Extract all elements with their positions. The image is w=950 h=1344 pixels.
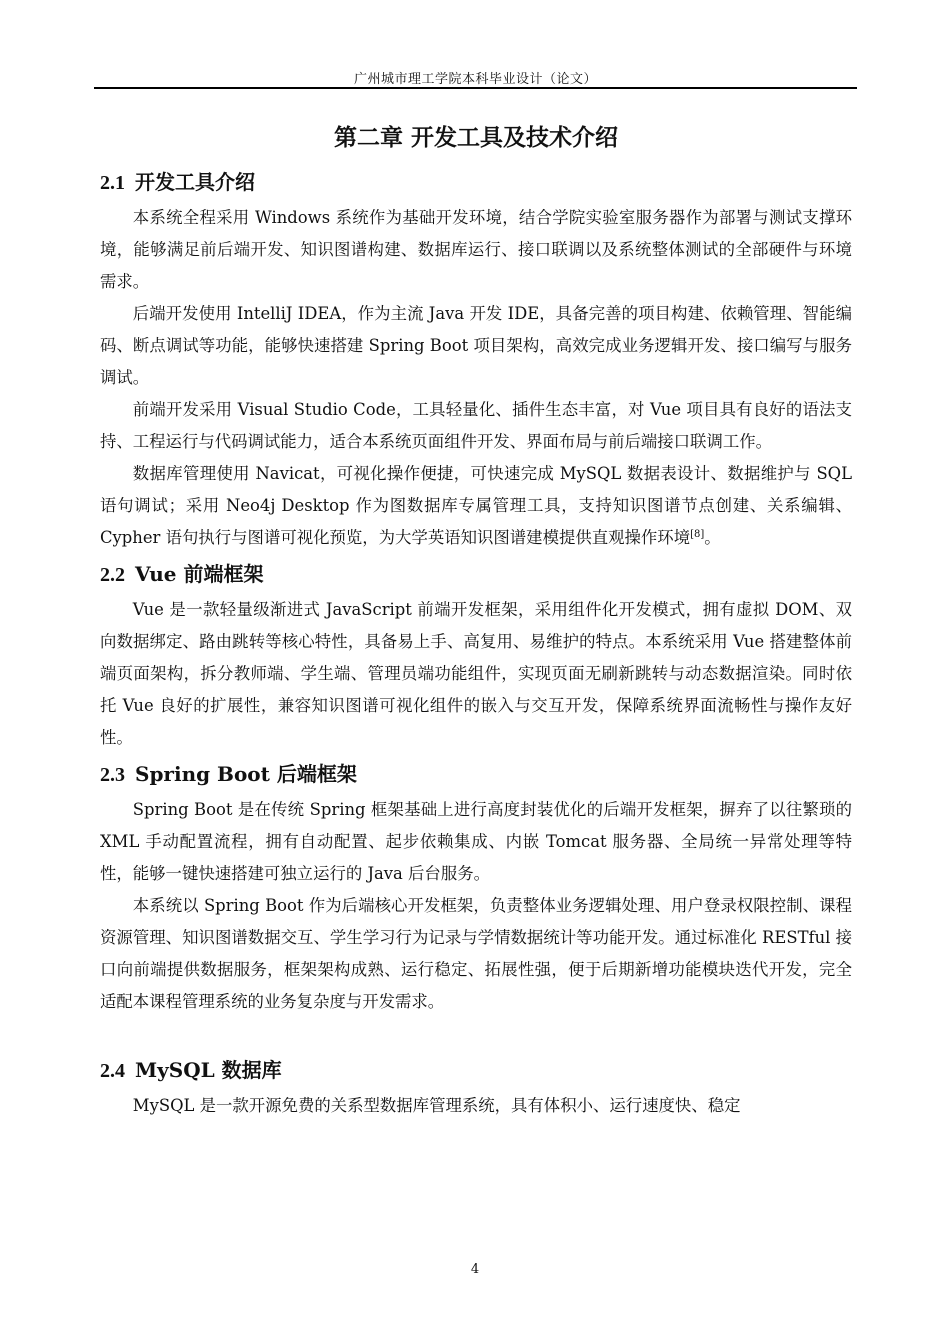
paragraph: 后端开发使用 IntelliJ IDEA，作为主流 Java 开发 IDE，具备完善的项目构建、依赖管理、智能编码、断点调试等功能，能够快速搭建 Spring Boot 项目架构，高效完成业务逻辑开发、接口编写与服务调试。 <box>100 304 852 387</box>
paragraph: MySQL 是一款开源免费的关系型数据库管理系统，具有体积小、运行速度快、稳定 <box>132 1096 741 1115</box>
paragraph: 本系统以 Spring Boot 作为后端核心开发框架，负责整体业务逻辑处理、用户登录权限控制、课程资源管理、知识图谱数据交互、学生学习行为记录与学情数据统计等功能开发。通过标准化 RESTful 接口向前端提供数据服务，框架架构成熟、运行稳定、拓展性强，便于后期新增功能模块迭代开发，完全适配本课程管理系统的业务复杂度与开发需求。 <box>100 896 852 1011</box>
paragraph: 本系统全程采用 Windows 系统作为基础开发环境，结合学院实验室服务器作为部署与测试支撑环境，能够满足前后端开发、知识图谱构建、数据库运行、接口联调以及系统整体测试的全部硬件与环境需求。 <box>100 208 852 291</box>
section-number: 2.4 <box>100 1060 125 1082</box>
blank-line <box>100 1018 852 1050</box>
section-title: Spring Boot 后端框架 <box>135 762 357 786</box>
section-number: 2.2 <box>100 564 125 586</box>
section-number: 2.1 <box>100 172 125 194</box>
header-rule <box>94 87 857 89</box>
section-heading <box>100 162 852 202</box>
section-title: Vue 前端框架 <box>135 562 264 586</box>
section-2-3 <box>100 754 852 1018</box>
page-header: 广州城市理工学院本科毕业设计（论文） <box>353 72 597 87</box>
page-number: 4 <box>470 1262 480 1277</box>
section-title: 开发工具介绍 <box>135 170 255 194</box>
section-2-2 <box>100 554 852 754</box>
paragraph: 前端开发采用 Visual Studio Code，工具轻量化、插件生态丰富，对 Vue 项目具有良好的语法支持、工程运行与代码调试能力，适合本系统页面组件开发、界面布局与前后端接口联调工作。 <box>100 400 852 451</box>
section-heading <box>100 554 852 594</box>
section-2-1 <box>100 162 852 554</box>
chapter-title: 第二章 开发工具及技术介绍 <box>333 124 618 151</box>
paragraph: Vue 是一款轻量级渐进式 JavaScript 前端开发框架，采用组件化开发模式，拥有虚拟 DOM、双向数据绑定、路由跳转等核心特性，具备易上手、高复用、易维护的特点。本系统采用 Vue 搭建整体前端页面架构，拆分教师端、学生端、管理员端功能组件，实现页面无刷新跳转与动态数据渲染。同时依托 Vue 良好的扩展性，兼容知识图谱可视化组件的嵌入与交互开发，保障系统界面流畅性与操作友好性。 <box>100 600 852 747</box>
paragraph: Spring Boot 是在传统 Spring 框架基础上进行高度封装优化的后端开发框架，摒弃了以往繁琐的 XML 手动配置流程，拥有自动配置、起步依赖集成、内嵌 Tomcat 服务器、全局统一异常处理等特性，能够一键快速搭建可独立运行的 Java 后台服务。 <box>100 800 852 883</box>
section-title: MySQL 数据库 <box>135 1058 282 1082</box>
section-number: 2.3 <box>100 764 125 786</box>
section-2-4 <box>100 1050 852 1122</box>
section-heading <box>100 1050 852 1090</box>
paragraph-text: 数据库管理使用 Navicat，可视化操作便捷，可快速完成 MySQL 数据表设计、数据维护与 SQL 语句调试；采用 Neo4j Desktop 作为图数据库专属管理工具，支持知识图谱节点创建、关系编辑、Cypher 语句执行与图谱可视化预览，为大学英语知识图谱建模提供直观操作环境 <box>100 464 852 547</box>
section-heading <box>100 754 852 794</box>
paragraph-end: 。 <box>704 528 721 547</box>
page-body <box>100 118 852 1122</box>
paragraph-with-citation <box>100 458 852 554</box>
citation-ref: [8] <box>690 529 705 540</box>
